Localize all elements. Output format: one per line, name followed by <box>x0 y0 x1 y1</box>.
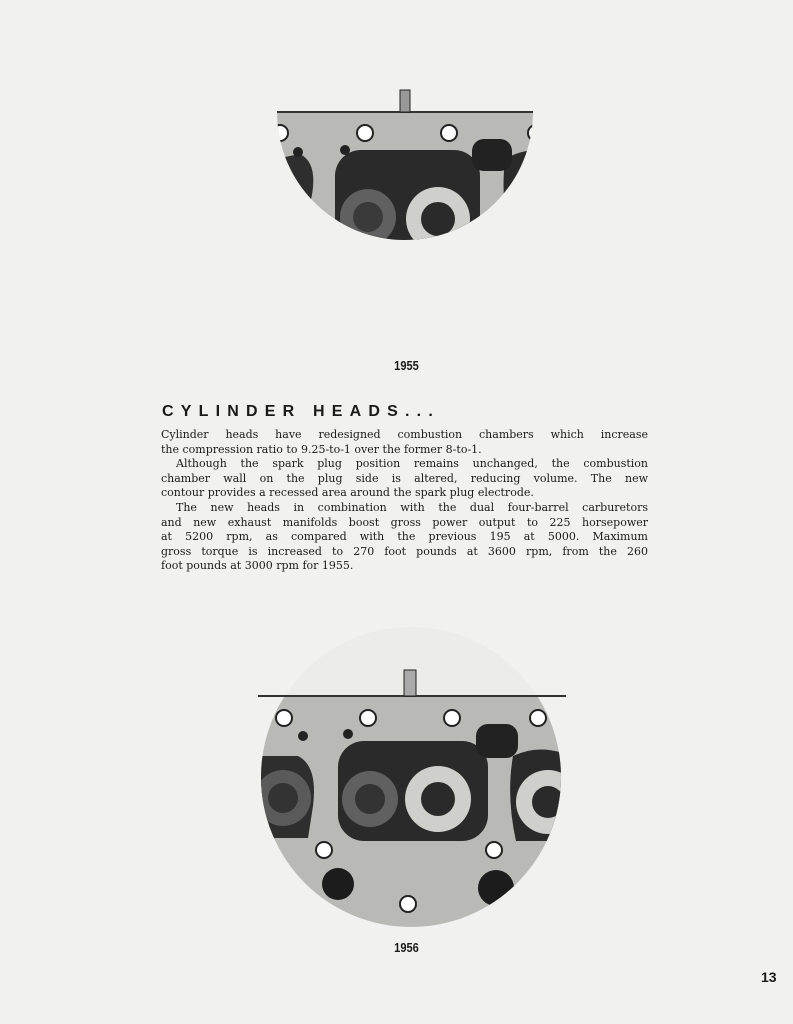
body-text <box>161 428 648 574</box>
text-line: the compression ratio to 9.25-to-1 over the former 8-to-1. <box>161 442 482 456</box>
text-line: contour provides a recessed area around the spark plug electrode. <box>161 486 534 500</box>
cylinder-head-photo-1956 <box>258 626 566 930</box>
text-line: foot pounds at 3000 rpm for 1955. <box>161 559 354 573</box>
section-heading: CYLINDER HEADS... <box>162 403 440 420</box>
page-number: 13 <box>761 969 777 985</box>
text-line: at 5200 rpm, as compared with the previous 195 at 5000. Maximum <box>161 530 648 544</box>
text-line: chamber wall on the plug side is altered, reducing volume. The new <box>161 471 648 485</box>
text-line: Although the spark plug position remains unchanged, the combustion <box>176 457 648 471</box>
text-line: Cylinder heads have redesigned combustion chambers which increase <box>161 428 648 441</box>
text-line: gross torque is increased to 270 foot pounds at 3600 rpm, from the 260 <box>161 544 648 558</box>
text-line: and new exhaust manifolds boost gross power output to 225 horsepower <box>161 515 648 529</box>
photo-caption: 1955 <box>394 358 419 373</box>
photo-caption: 1956 <box>394 940 419 955</box>
cylinder-head-photo-1955 <box>250 84 562 350</box>
text-line: The new heads in combination with the dual four-barrel carburetors <box>176 500 648 514</box>
